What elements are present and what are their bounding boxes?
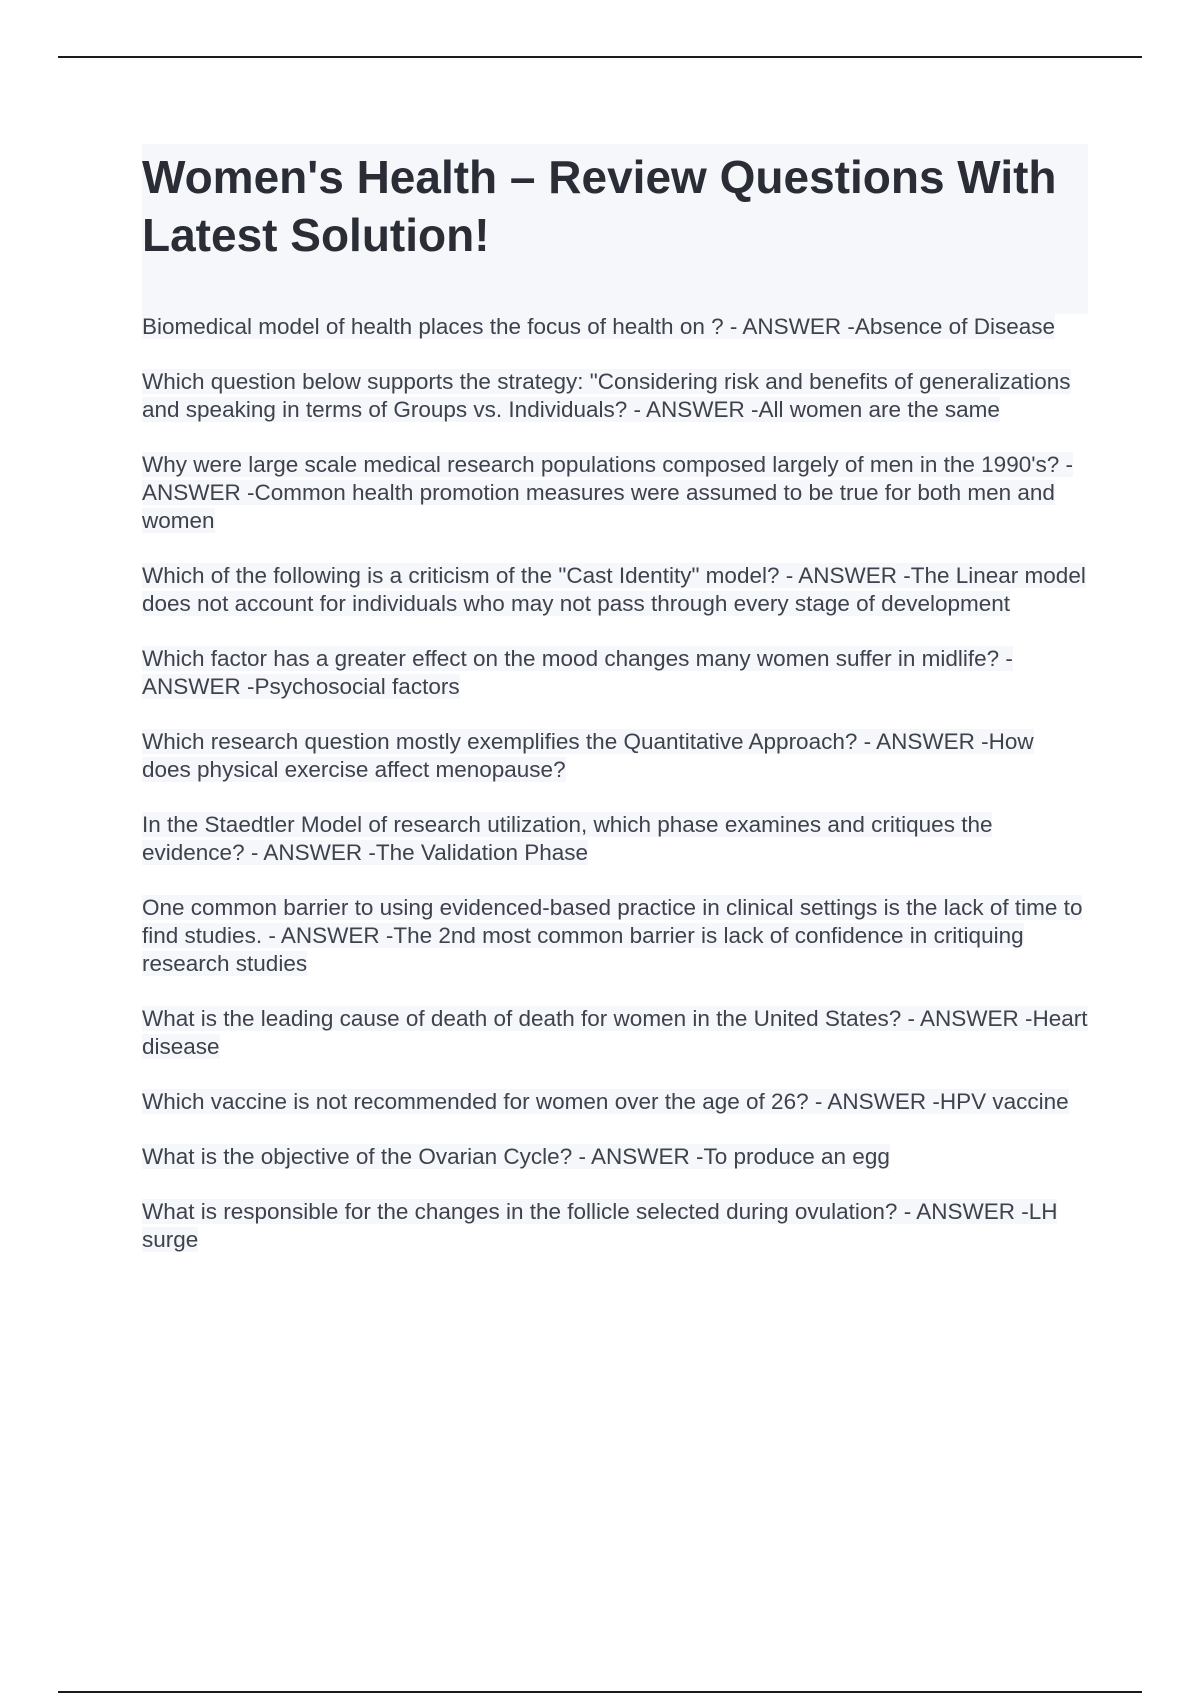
qa-text: Which research question mostly exemplifies the Quantitative Approach? - ANSWER -How does physical exercise affect menopause? — [142, 729, 1034, 782]
qa-text: One common barrier to using evidenced-based practice in clinical settings is the lack of time to find studies. - ANSWER -The 2nd most common barrier is lack of confidence in critiquing research studies — [142, 895, 1083, 976]
qa-item — [142, 562, 1088, 618]
qa-item — [142, 811, 1088, 867]
qa-item — [142, 645, 1088, 701]
top-divider — [58, 56, 1142, 58]
qa-text: What is the leading cause of death of death for women in the United States? - ANSWER -Heart disease — [142, 1006, 1088, 1059]
qa-list — [142, 313, 1088, 1281]
page-title: Women's Health – Review Questions With Latest Solution! — [142, 151, 1057, 261]
qa-item — [142, 451, 1088, 535]
qa-text: In the Staedtler Model of research utilization, which phase examines and critiques the evidence? - ANSWER -The Validation Phase — [142, 812, 993, 865]
qa-item — [142, 313, 1088, 341]
qa-item — [142, 1005, 1088, 1061]
qa-text: What is responsible for the changes in the follicle selected during ovulation? - ANSWER -LH surge — [142, 1199, 1058, 1252]
qa-text: Which factor has a greater effect on the mood changes many women suffer in midlife? - ANSWER -Psychosocial factors — [142, 646, 1013, 699]
qa-text: Why were large scale medical research populations composed largely of men in the 1990's? - ANSWER -Common health promotion measures were assumed to be true for both men and women — [142, 452, 1074, 533]
title-block — [142, 144, 1088, 314]
qa-text: Which of the following is a criticism of the "Cast Identity" model? - ANSWER -The Linear model does not account for individuals who may not pass through every stage of development — [142, 563, 1086, 616]
qa-text: Biomedical model of health places the focus of health on ? - ANSWER -Absence of Disease — [142, 314, 1055, 339]
qa-item — [142, 894, 1088, 978]
qa-item — [142, 1143, 1088, 1171]
qa-text: What is the objective of the Ovarian Cycle? - ANSWER -To produce an egg — [142, 1144, 890, 1169]
bottom-divider — [58, 1691, 1142, 1693]
qa-item — [142, 368, 1088, 424]
qa-item — [142, 1198, 1088, 1254]
qa-item — [142, 1088, 1088, 1116]
qa-item — [142, 728, 1088, 784]
qa-text: Which question below supports the strategy: "Considering risk and benefits of generalizations and speaking in terms of Groups vs. Individuals? - ANSWER -All women are the same — [142, 369, 1071, 422]
qa-text: Which vaccine is not recommended for women over the age of 26? - ANSWER -HPV vaccine — [142, 1089, 1069, 1114]
